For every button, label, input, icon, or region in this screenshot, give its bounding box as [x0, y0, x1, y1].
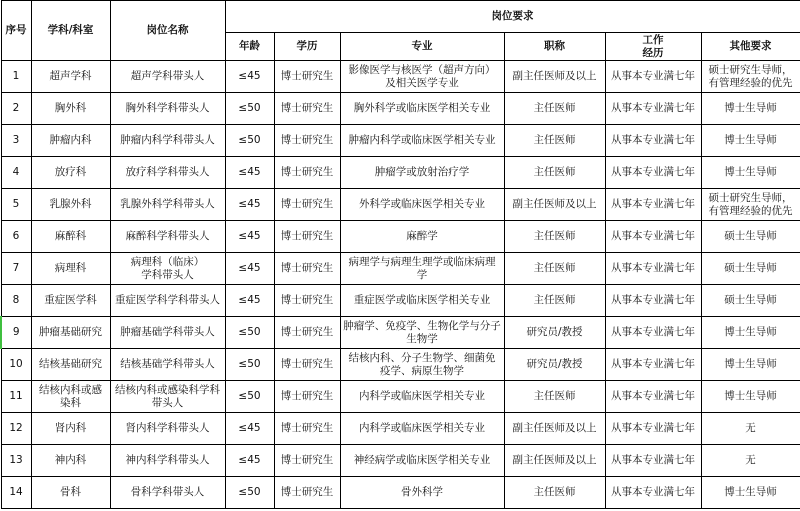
cell-title: 主任医师: [504, 253, 605, 285]
cell-title: 副主任医师及以上: [504, 189, 605, 221]
cell-title: 主任医师: [504, 157, 605, 189]
table-body: [1, 61, 800, 509]
cell-other: 硕士研究生导师， 有管理经验的优先: [701, 189, 800, 221]
cell-experience: 从事本专业满七年: [605, 349, 701, 381]
cell-age: ≤50: [225, 349, 274, 381]
cell-title: 主任医师: [504, 125, 605, 157]
cell-age: ≤45: [225, 221, 274, 253]
cell-degree: 博士研究生: [274, 317, 340, 349]
table-row: [1, 413, 800, 445]
cell-index: 9: [1, 317, 31, 349]
cell-index: 8: [1, 285, 31, 317]
cell-position: 麻醉科学科带头人: [110, 221, 225, 253]
cell-title: 主任医师: [504, 285, 605, 317]
cell-other: 博士生导师: [701, 125, 800, 157]
cell-position: 超声学科带头人: [110, 61, 225, 93]
cell-title: 主任医师: [504, 477, 605, 509]
cell-dept: 超声学科: [31, 61, 110, 93]
cell-position: 胸外科学科带头人: [110, 93, 225, 125]
cell-age: ≤50: [225, 93, 274, 125]
cell-dept: 乳腺外科: [31, 189, 110, 221]
header-row-1: [1, 1, 800, 33]
cell-major: 内科学或临床医学相关专业: [340, 413, 504, 445]
cell-experience: 从事本专业满七年: [605, 445, 701, 477]
cell-major: 外科学或临床医学相关专业: [340, 189, 504, 221]
header-degree: 学历: [274, 33, 340, 61]
table-row: [1, 157, 800, 189]
table-row: [1, 61, 800, 93]
cell-age: ≤45: [225, 61, 274, 93]
cell-dept: 胸外科: [31, 93, 110, 125]
cell-title: 副主任医师及以上: [504, 413, 605, 445]
cell-title: 副主任医师及以上: [504, 61, 605, 93]
cell-experience: 从事本专业满七年: [605, 317, 701, 349]
cell-experience: 从事本专业满七年: [605, 93, 701, 125]
cell-index: 13: [1, 445, 31, 477]
cell-experience: 从事本专业满七年: [605, 285, 701, 317]
cell-degree: 博士研究生: [274, 413, 340, 445]
cell-index: 10: [1, 349, 31, 381]
cell-degree: 博士研究生: [274, 93, 340, 125]
cell-degree: 博士研究生: [274, 61, 340, 93]
cell-age: ≤45: [225, 413, 274, 445]
cell-age: ≤45: [225, 157, 274, 189]
header-age: 年龄: [225, 33, 274, 61]
cell-dept: 肿瘤内科: [31, 125, 110, 157]
cell-title: 主任医师: [504, 93, 605, 125]
cell-dept: 骨科: [31, 477, 110, 509]
cell-position: 乳腺外科学科带头人: [110, 189, 225, 221]
cell-major: 胸外科学或临床医学相关专业: [340, 93, 504, 125]
cell-dept: 结核基础研究: [31, 349, 110, 381]
cell-age: ≤45: [225, 189, 274, 221]
cell-title: 主任医师: [504, 381, 605, 413]
cell-dept: 神内科: [31, 445, 110, 477]
cell-title: 研究员/教授: [504, 317, 605, 349]
table-row: [1, 125, 800, 157]
cell-index: 5: [1, 189, 31, 221]
cell-major: 肿瘤学、免疫学、生物化学与分子 生物学: [340, 317, 504, 349]
cell-dept: 肿瘤基础研究: [31, 317, 110, 349]
cell-other: 博士生导师: [701, 349, 800, 381]
cell-title: 主任医师: [504, 221, 605, 253]
table-row: [1, 381, 800, 413]
cell-experience: 从事本专业满七年: [605, 477, 701, 509]
cell-position: 重症医学科学科带头人: [110, 285, 225, 317]
cell-index: 12: [1, 413, 31, 445]
cell-other: 无: [701, 413, 800, 445]
cell-major: 影像医学与核医学（超声方向） 及相关医学专业: [340, 61, 504, 93]
cell-experience: 从事本专业满七年: [605, 413, 701, 445]
cell-degree: 博士研究生: [274, 157, 340, 189]
cell-degree: 博士研究生: [274, 253, 340, 285]
cell-other: 无: [701, 445, 800, 477]
cell-other: 硕士生导师: [701, 253, 800, 285]
cell-position: 肿瘤内科学科带头人: [110, 125, 225, 157]
cell-degree: 博士研究生: [274, 125, 340, 157]
cell-dept: 病理科: [31, 253, 110, 285]
header-experience: 工作 经历: [605, 33, 701, 61]
cell-age: ≤50: [225, 477, 274, 509]
cell-dept: 放疗科: [31, 157, 110, 189]
table-row: [1, 477, 800, 509]
cell-position: 结核基础学科带头人: [110, 349, 225, 381]
cell-major: 结核内科、分子生物学、细菌免 疫学、病原生物学: [340, 349, 504, 381]
header-requirements: 岗位要求: [225, 1, 800, 33]
table-row: [1, 285, 800, 317]
header-position: 岗位名称: [110, 1, 225, 61]
cell-degree: 博士研究生: [274, 221, 340, 253]
table-row: [1, 93, 800, 125]
cell-other: 硕士生导师: [701, 285, 800, 317]
cell-major: 内科学或临床医学相关专业: [340, 381, 504, 413]
cell-dept: 肾内科: [31, 413, 110, 445]
cell-major: 骨外科学: [340, 477, 504, 509]
table-row: [1, 189, 800, 221]
cell-age: ≤50: [225, 317, 274, 349]
table-row: [1, 253, 800, 285]
cell-experience: 从事本专业满七年: [605, 189, 701, 221]
header-index: 序号: [1, 1, 31, 61]
cell-other: 硕士生导师: [701, 221, 800, 253]
cell-position: 骨科学科带头人: [110, 477, 225, 509]
cell-degree: 博士研究生: [274, 477, 340, 509]
cell-major: 肿瘤内科学或临床医学相关专业: [340, 125, 504, 157]
cell-dept: 结核内科或感 染科: [31, 381, 110, 413]
cell-other: 硕士研究生导师， 有管理经验的优先: [701, 61, 800, 93]
cell-index: 4: [1, 157, 31, 189]
cell-degree: 博士研究生: [274, 189, 340, 221]
cell-other: 博士生导师: [701, 157, 800, 189]
cell-position: 放疗科学科带头人: [110, 157, 225, 189]
cell-title: 副主任医师及以上: [504, 445, 605, 477]
cell-index: 2: [1, 93, 31, 125]
cell-experience: 从事本专业满七年: [605, 157, 701, 189]
cell-age: ≤45: [225, 253, 274, 285]
cell-major: 肿瘤学或放射治疗学: [340, 157, 504, 189]
header-major: 专业: [340, 33, 504, 61]
cell-index: 6: [1, 221, 31, 253]
cell-position: 结核内科或感染科学科 带头人: [110, 381, 225, 413]
cell-index: 7: [1, 253, 31, 285]
cell-age: ≤45: [225, 445, 274, 477]
table-row: [1, 349, 800, 381]
cell-experience: 从事本专业满七年: [605, 125, 701, 157]
cell-age: ≤50: [225, 125, 274, 157]
cell-position: 肾内科学科带头人: [110, 413, 225, 445]
cell-major: 重症医学或临床医学相关专业: [340, 285, 504, 317]
cell-experience: 从事本专业满七年: [605, 381, 701, 413]
header-other: 其他要求: [701, 33, 800, 61]
cell-other: 博士生导师: [701, 477, 800, 509]
cell-title: 研究员/教授: [504, 349, 605, 381]
cell-age: ≤45: [225, 285, 274, 317]
cell-dept: 麻醉科: [31, 221, 110, 253]
cell-major: 神经病学或临床医学相关专业: [340, 445, 504, 477]
cell-experience: 从事本专业满七年: [605, 221, 701, 253]
cell-dept: 重症医学科: [31, 285, 110, 317]
table-row: [1, 317, 800, 349]
cell-degree: 博士研究生: [274, 381, 340, 413]
cell-major: 麻醉学: [340, 221, 504, 253]
table-row: [1, 445, 800, 477]
cell-position: 病理科（临床） 学科带头人: [110, 253, 225, 285]
cell-experience: 从事本专业满七年: [605, 61, 701, 93]
cell-index: 14: [1, 477, 31, 509]
cell-experience: 从事本专业满七年: [605, 253, 701, 285]
table-row: [1, 221, 800, 253]
cell-other: 博士生导师: [701, 381, 800, 413]
cell-other: 博士生导师: [701, 317, 800, 349]
cell-age: ≤50: [225, 381, 274, 413]
cell-position: 肿瘤基础学科带头人: [110, 317, 225, 349]
cell-degree: 博士研究生: [274, 349, 340, 381]
cell-position: 神内科学科带头人: [110, 445, 225, 477]
cell-index: 11: [1, 381, 31, 413]
cell-major: 病理学与病理生理学或临床病理 学: [340, 253, 504, 285]
header-title: 职称: [504, 33, 605, 61]
cell-index: 3: [1, 125, 31, 157]
cell-index: 1: [1, 61, 31, 93]
cell-degree: 博士研究生: [274, 445, 340, 477]
cell-degree: 博士研究生: [274, 285, 340, 317]
cell-other: 博士生导师: [701, 93, 800, 125]
header-dept: 学科/科室: [31, 1, 110, 61]
